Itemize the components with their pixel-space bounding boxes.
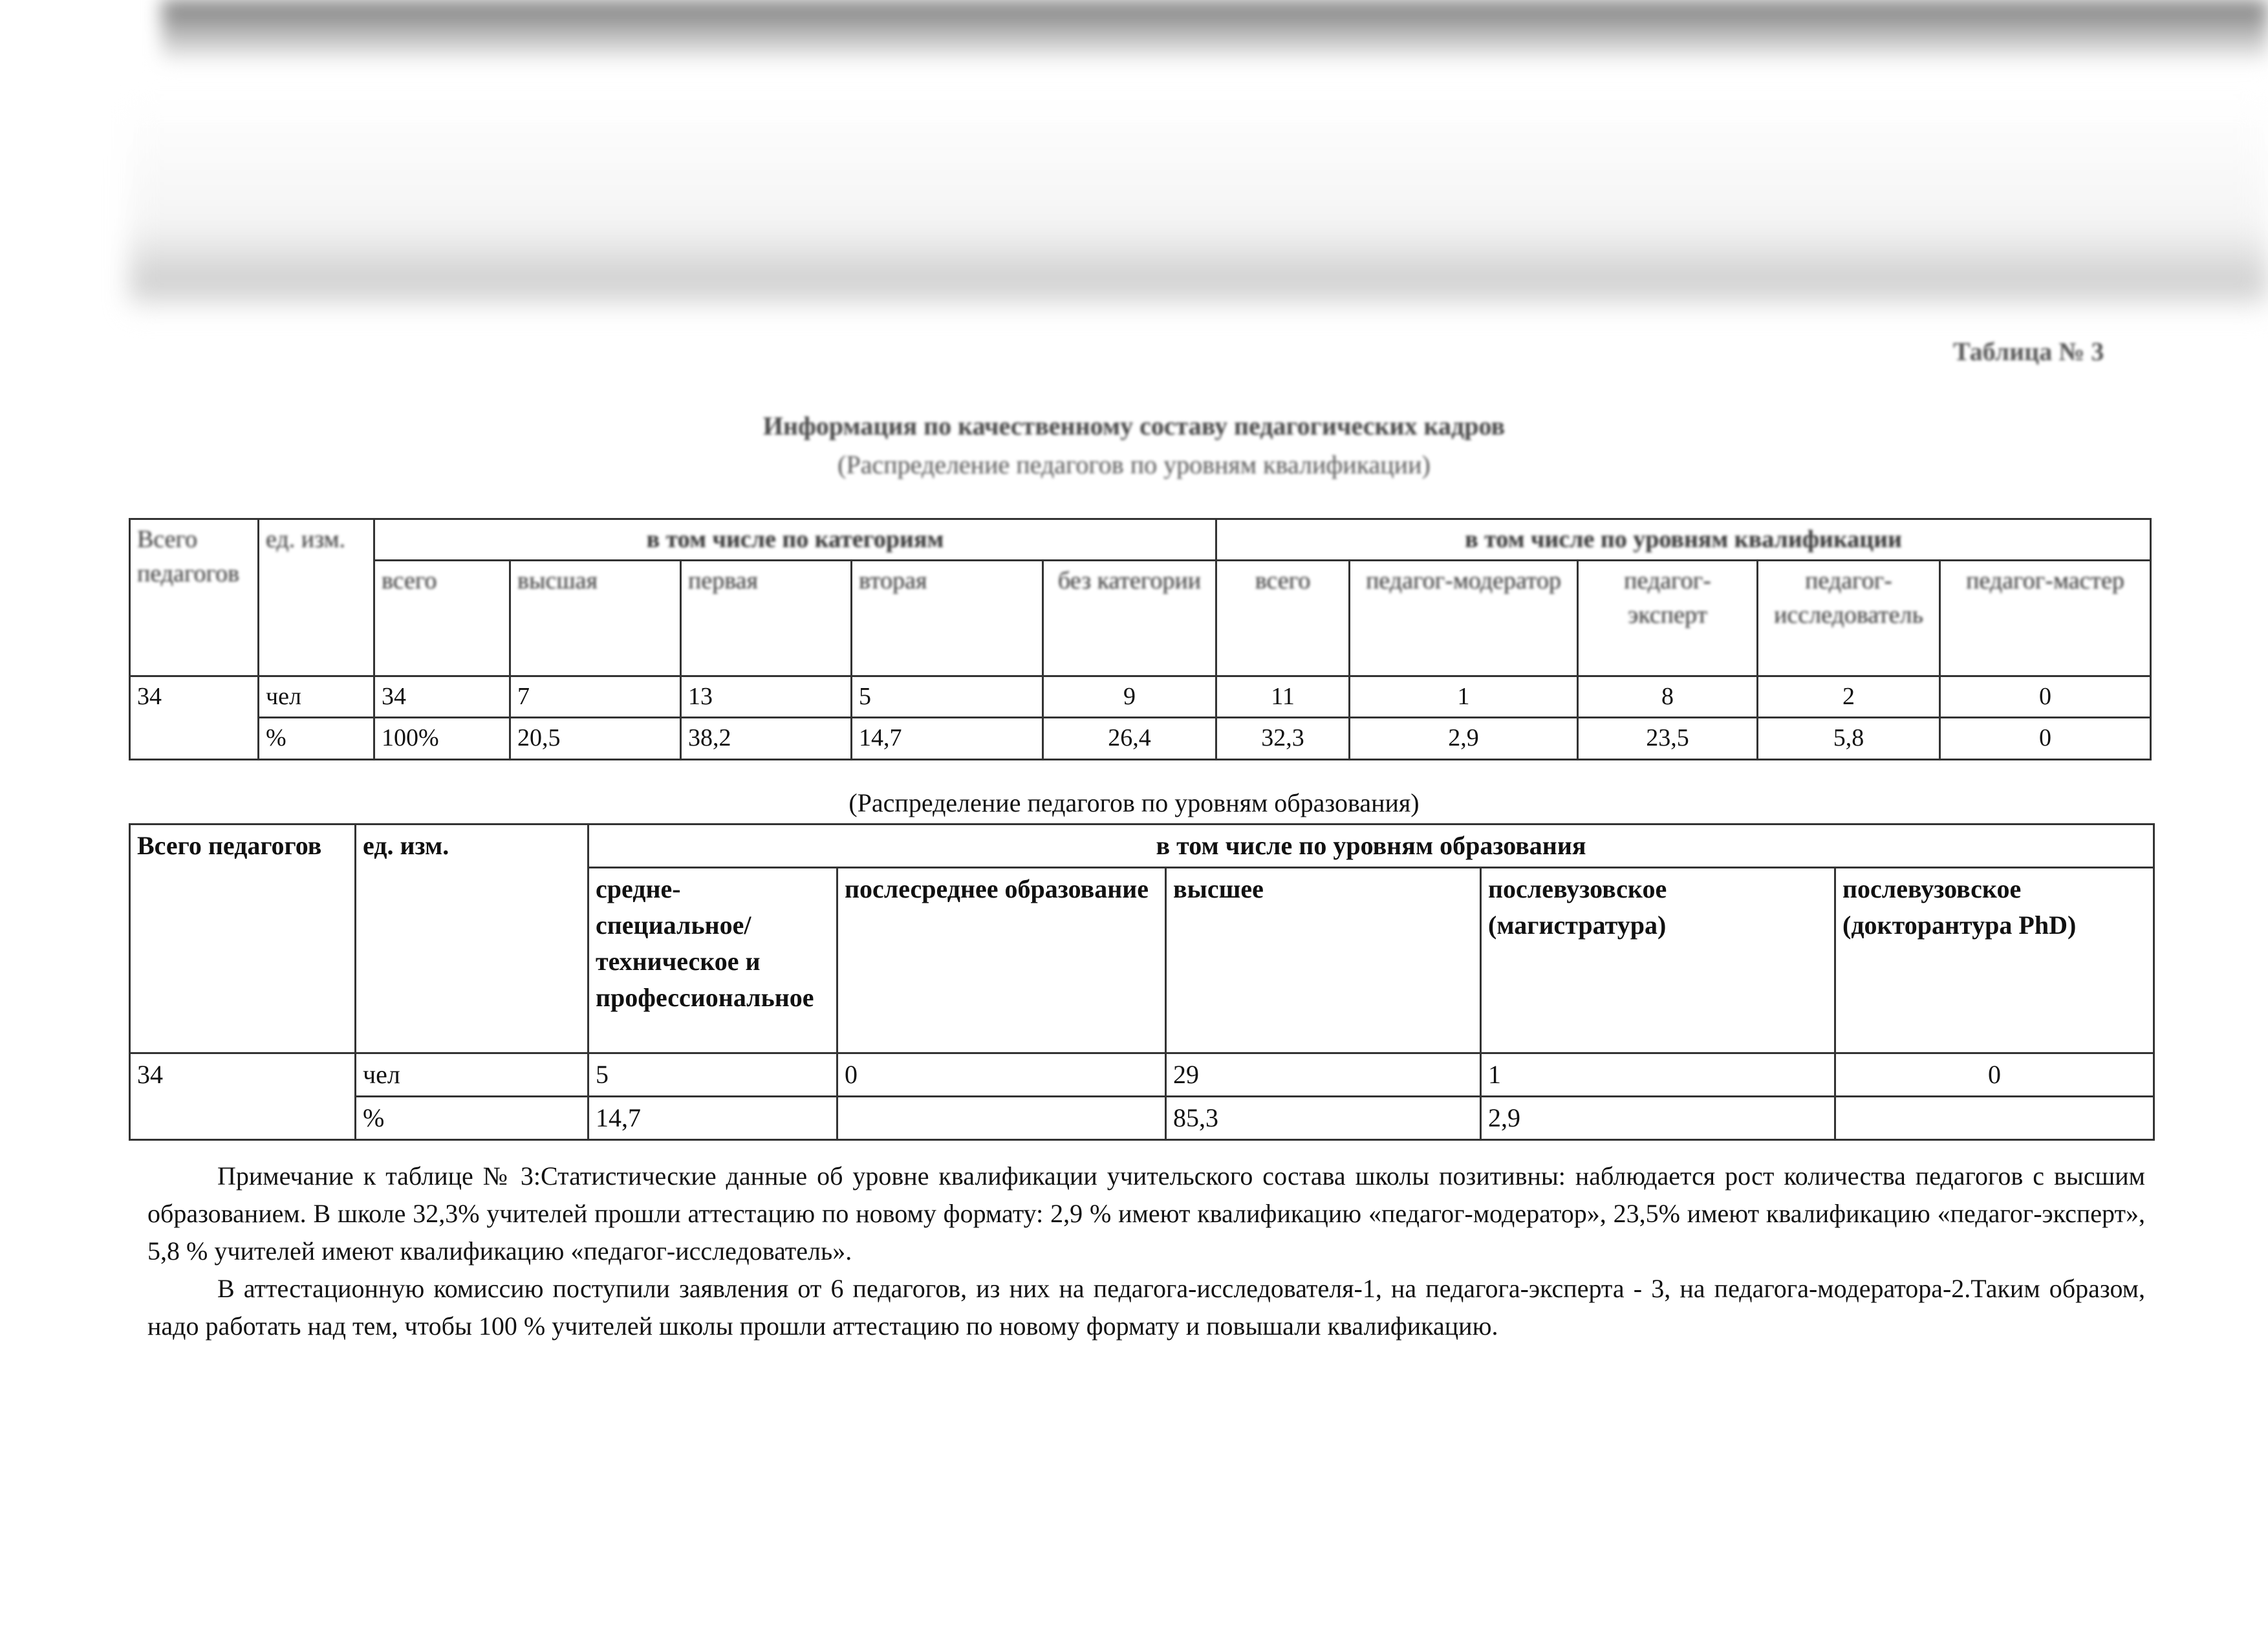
cell: 2,9: [1481, 1097, 1835, 1140]
cell: 38,2: [681, 718, 852, 759]
col-header: послевузовское (докторантура PhD): [1835, 868, 2154, 1053]
table-row: [130, 718, 2151, 759]
total-cell: 34: [130, 1053, 356, 1140]
cell: 34: [374, 676, 510, 718]
col-header: без категории: [1043, 561, 1216, 676]
note-paragraph: Примечание к таблице № 3:Статистические данные об уровне квалификации учительского состава школы позитивны: наблюдается рост количества педагогов с высшим образованием. В школе 32,3% учителей прошли аттестацию по новому формату: 2,9 % имеют квалификацию «педагог-модератор», 23,5% имеют квалификацию «педагог-эксперт», 5,8 % учителей имеют квалификацию «педагог-исследователь».: [147, 1161, 2145, 1266]
cell: [1835, 1097, 2154, 1140]
cell: [837, 1097, 1166, 1140]
unit-cell: чел: [259, 676, 374, 718]
unit-cell: чел: [356, 1053, 589, 1097]
cell: 0: [1835, 1053, 2154, 1097]
table-row: [130, 1097, 2154, 1140]
cell: 5,8: [1758, 718, 1940, 759]
header-unit: ед. изм.: [259, 519, 374, 676]
cell: 0: [1940, 676, 2151, 718]
cell: 2: [1758, 676, 1940, 718]
col-header: первая: [681, 561, 852, 676]
cell: 9: [1043, 676, 1216, 718]
cell: 1: [1350, 676, 1578, 718]
cell: 85,3: [1166, 1097, 1481, 1140]
col-header: педагог-мастер: [1940, 561, 2151, 676]
cell: 20,5: [510, 718, 681, 759]
education-caption: (Распределение педагогов по уровням образования): [848, 788, 1420, 817]
cell: 14,7: [852, 718, 1043, 759]
cell: 23,5: [1578, 718, 1758, 759]
table-number: Таблица № 3: [1953, 337, 2104, 366]
col-header: послесреднее образование: [837, 868, 1166, 1053]
col-header: послевузовское (магистратура): [1481, 868, 1835, 1053]
header-categories: в том числе по категориям: [374, 519, 1216, 561]
scan-shadow-blur: [129, 97, 2268, 310]
col-header: педагог-эксперт: [1578, 561, 1758, 676]
qualification-table: [129, 518, 2152, 760]
education-table: [129, 823, 2155, 1141]
header-levels: в том числе по уровням образования: [589, 824, 2154, 868]
unit-cell: %: [356, 1097, 589, 1140]
col-header: всего: [1216, 561, 1350, 676]
document-subtitle: (Распределение педагогов по уровням квалификации): [837, 450, 1431, 479]
table-row: [130, 1053, 2154, 1097]
unit-cell: %: [259, 718, 374, 759]
cell: 5: [852, 676, 1043, 718]
col-header: педагог-модератор: [1350, 561, 1578, 676]
document-title: Информация по качественному составу педагогических кадров: [762, 411, 1506, 440]
cell: 1: [1481, 1053, 1835, 1097]
table-row: [130, 676, 2151, 718]
col-header: педагог-исследователь: [1758, 561, 1940, 676]
total-cell: 34: [130, 676, 259, 759]
cell: 100%: [374, 718, 510, 759]
table-note: [147, 1158, 2145, 1345]
cell: 26,4: [1043, 718, 1216, 759]
header-unit: ед. изм.: [356, 824, 589, 1053]
header-levels: в том числе по уровням квалификации: [1216, 519, 2151, 561]
cell: 0: [1940, 718, 2151, 759]
col-header: всего: [374, 561, 510, 676]
col-header: средне-специальное/ техническое и профессиональное: [589, 868, 837, 1053]
header-total: Всего педагогов: [130, 519, 259, 676]
cell: 0: [837, 1053, 1166, 1097]
scan-shadow-top: [162, 0, 2268, 65]
col-header: вторая: [852, 561, 1043, 676]
note-paragraph: В аттестационную комиссию поступили заявления от 6 педагогов, из них на педагога-исследователя-1, на педагога-эксперта - 3, на педагога-модератора-2.Таким образом, надо работать над тем, чтобы 100 % учителей школы прошли аттестацию по новому формату и повышали квалификацию.: [147, 1274, 2145, 1341]
cell: 8: [1578, 676, 1758, 718]
col-header: высшая: [510, 561, 681, 676]
cell: 11: [1216, 676, 1350, 718]
header-total: Всего педагогов: [130, 824, 356, 1053]
cell: 32,3: [1216, 718, 1350, 759]
cell: 5: [589, 1053, 837, 1097]
cell: 2,9: [1350, 718, 1578, 759]
cell: 29: [1166, 1053, 1481, 1097]
cell: 14,7: [589, 1097, 837, 1140]
cell: 7: [510, 676, 681, 718]
col-header: высшее: [1166, 868, 1481, 1053]
cell: 13: [681, 676, 852, 718]
